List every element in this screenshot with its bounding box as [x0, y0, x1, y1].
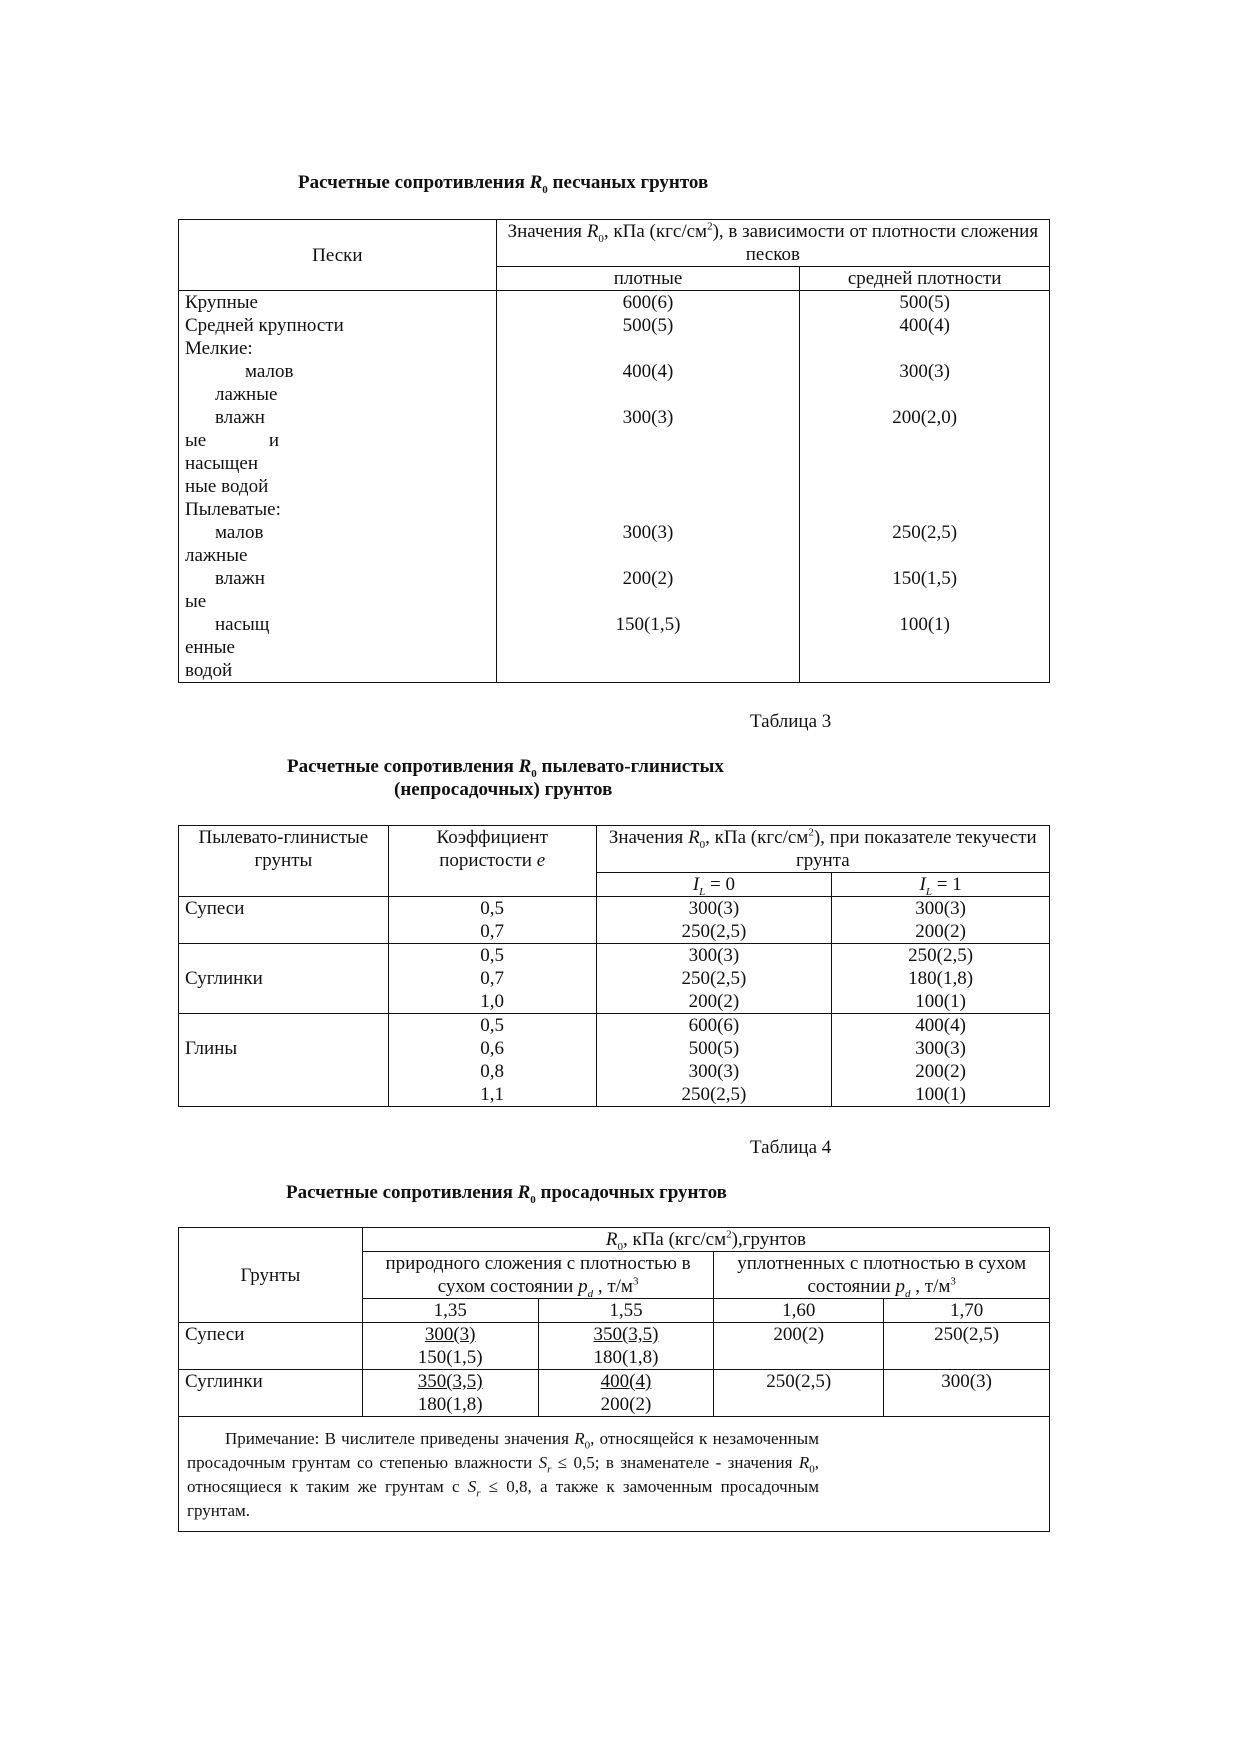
value: 200(2) — [773, 1324, 825, 1345]
value: 250(2,5) — [681, 921, 747, 942]
dense-values-cell — [496, 291, 800, 683]
note-text: Примечание: В числителе приведены значения $R_0$, относящейся к незамоченным просадочным грунтам со степенью влажности $S_r \le 0,5$; в знаменателе - значения $R_0$, относящиеся к таким же грунтам с $S_r \le 0,8$, а также к замоченным просадочным грунтам. — [187, 1429, 819, 1520]
value: 500(5) — [622, 315, 674, 336]
value: 600(6) — [622, 292, 674, 313]
value: 300(3) — [688, 945, 740, 966]
header-dense: плотные — [496, 267, 800, 291]
medium-values-cell — [800, 291, 1050, 683]
numerator: 350(3,5) — [593, 1324, 659, 1345]
value: 300(3) — [915, 1038, 966, 1059]
value: 300(3) — [688, 898, 740, 919]
collapsible-soil-table — [178, 1227, 1050, 1532]
clay-resistance-table — [178, 825, 1050, 1107]
density-header: 1,55 — [538, 1299, 714, 1323]
value: 0,8 — [480, 1061, 505, 1082]
density-header: 1,35 — [362, 1299, 538, 1323]
header-soils: Грунты — [179, 1228, 363, 1323]
row-name: малов лажные — [215, 361, 294, 405]
value: 0,6 — [480, 1038, 505, 1059]
row-name: влажн ые — [185, 568, 265, 612]
table3-title-line2: (непросадочных) грунтов — [394, 779, 613, 800]
table3-label: Таблица 3 — [750, 711, 832, 732]
soil-name: Суглинки — [185, 968, 263, 989]
table-note — [179, 1417, 1050, 1532]
value: 400(4) — [622, 361, 674, 382]
value: 200(2) — [915, 1061, 966, 1082]
value: 1,1 — [480, 1084, 505, 1105]
value: 600(6) — [688, 1015, 740, 1036]
value: 300(3) — [622, 407, 674, 428]
density-header: 1,70 — [884, 1299, 1050, 1323]
value: 300(3) — [941, 1371, 992, 1392]
sand-resistance-table — [178, 219, 1050, 683]
table4-title: Расчетные сопротивления $R_0$ просадочных грунтов — [286, 1182, 727, 1206]
value: 200(2,0) — [892, 407, 958, 428]
table-row — [179, 1323, 1050, 1370]
row-name: насыщ енные водой — [185, 614, 270, 681]
row-name: малов лажные — [185, 522, 264, 566]
denominator: 180(1,8) — [593, 1347, 659, 1368]
denominator: 150(1,5) — [417, 1347, 483, 1368]
value: 250(2,5) — [681, 1084, 747, 1105]
table-row — [179, 944, 1050, 1014]
header-values: Значения $R_0$, кПа $(кгс/см^2)$, в зависимости от плотности сложения песков — [496, 220, 1049, 267]
row-name: Средней крупности — [185, 315, 344, 336]
value: 150(1,5) — [892, 568, 958, 589]
row-name: Крупные — [185, 292, 258, 313]
value: 150(1,5) — [615, 614, 681, 635]
density-header: 1,60 — [714, 1299, 884, 1323]
value: 400(4) — [915, 1015, 966, 1036]
numerator: 400(4) — [600, 1371, 652, 1392]
header-natural: природного сложения с плотностью в сухом состоянии $p_d$ , $т/м^3$ — [362, 1252, 714, 1299]
denominator: 180(1,8) — [417, 1394, 483, 1415]
value: 0,7 — [480, 921, 505, 942]
denominator: 200(2) — [600, 1394, 652, 1415]
value: 300(3) — [622, 522, 674, 543]
table4-label: Таблица 4 — [750, 1137, 832, 1158]
header-compacted: уплотненных с плотностью в сухом состоянии $p_d$ , $т/м^3$ — [714, 1252, 1050, 1299]
value: 200(2) — [622, 568, 674, 589]
table3-title: Расчетные сопротивления $R_0$ пылевато-глинистых — [287, 756, 724, 780]
soil-name: Глины — [185, 1038, 238, 1059]
table-row — [179, 1370, 1050, 1417]
value: 400(4) — [899, 315, 950, 336]
sand-names-cell — [179, 291, 497, 683]
header-values: Значения $R_0$, кПа $(кгс/см^2)$, при показателе текучести грунта — [596, 826, 1049, 873]
header-r0: $R_0$, кПа $(кгс/см^2),грунтов$ — [362, 1228, 1049, 1252]
soil-name: Супеси — [185, 898, 245, 919]
soil-name: Суглинки — [185, 1371, 263, 1392]
value: 250(2,5) — [681, 968, 747, 989]
value: 500(5) — [899, 292, 950, 313]
row-name: Мелкие: — [185, 338, 253, 359]
table-row — [179, 1014, 1050, 1107]
header-il1: $I_L = 1$ — [832, 873, 1050, 897]
value: 0,5 — [480, 1015, 505, 1036]
numerator: 350(3,5) — [417, 1371, 483, 1392]
value: 0,5 — [480, 898, 505, 919]
header-medium-density: средней плотности — [800, 267, 1050, 291]
soil-name: Супеси — [185, 1324, 245, 1345]
value: 100(1) — [899, 614, 950, 635]
row-name: Пылеватые: — [185, 499, 281, 520]
numerator: 300(3) — [424, 1324, 476, 1345]
header-soils: Пылевато-глинистые грунты — [179, 826, 389, 897]
row-name: влажн ые и насыщен ные водой — [185, 407, 279, 497]
value: 300(3) — [899, 361, 950, 382]
value: 250(2,5) — [766, 1371, 832, 1392]
value: 100(1) — [915, 991, 966, 1012]
table2-title: Расчетные сопротивления $R_0$ песчаных грунтов — [298, 172, 709, 196]
header-sands: Пески — [179, 220, 497, 291]
value: 250(2,5) — [892, 522, 958, 543]
value: 200(2) — [688, 991, 740, 1012]
value: 100(1) — [915, 1084, 966, 1105]
header-il0: $I_L = 0$ — [596, 873, 832, 897]
value: 0,7 — [480, 968, 505, 989]
value: 250(2,5) — [908, 945, 974, 966]
value: 200(2) — [915, 921, 966, 942]
value: 1,0 — [480, 991, 505, 1012]
value: 180(1,8) — [908, 968, 974, 989]
value: 500(5) — [688, 1038, 740, 1059]
value: 300(3) — [688, 1061, 740, 1082]
value: 0,5 — [480, 945, 505, 966]
header-porosity: Коэффициент пористости е — [388, 826, 596, 897]
value: 300(3) — [915, 898, 966, 919]
value: 250(2,5) — [934, 1324, 1000, 1345]
table-row — [179, 897, 1050, 944]
